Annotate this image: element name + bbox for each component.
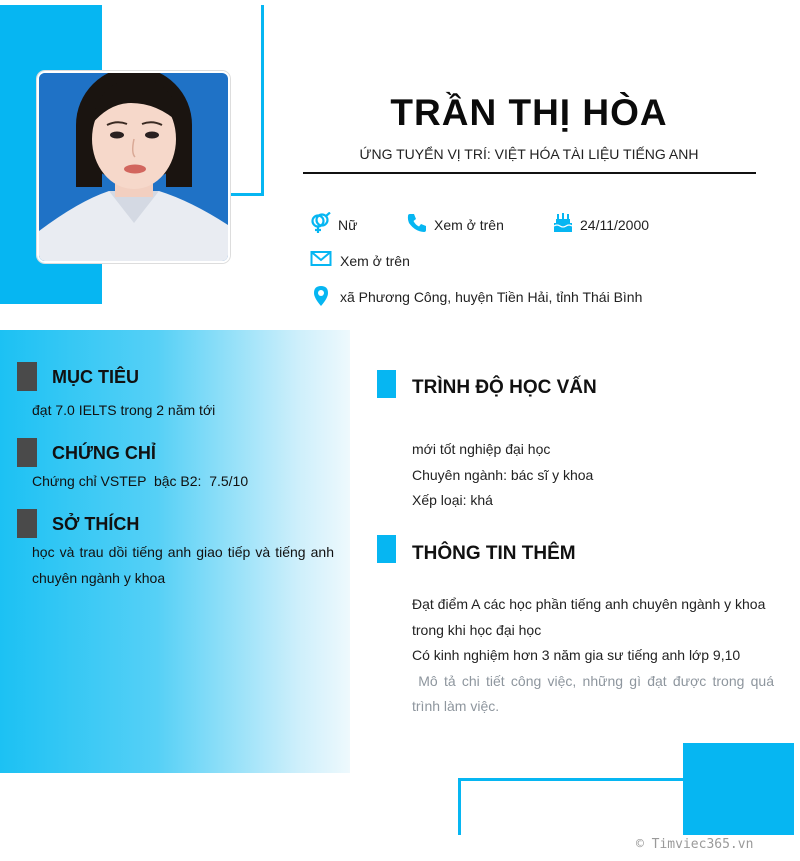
education-line: mới tốt nghiệp đại học [412,441,551,457]
education-line: Chuyên ngành: bác sĩ y khoa [412,466,594,483]
decorative-frame-line [458,778,684,781]
education-details [412,437,593,514]
envelope-icon [310,248,332,275]
phone-icon [406,212,428,239]
extra-info-title: THÔNG TIN THÊM [412,543,576,564]
header-divider [303,172,756,174]
education-title: TRÌNH ĐỘ HỌC VẤN [412,377,597,398]
address-value: xã Phương Công, huyện Tiền Hải, tỉnh Thái Bình [340,289,643,305]
extra-info-line: Có kinh nghiệm hơn 3 năm gia sư tiếng anh lớp 9,10 [412,647,741,663]
candidate-name: TRẦN THỊ HÒA [390,92,668,133]
certificates-text: Chứng chỉ VSTEP bậc B2: 7.5/10 [32,473,249,489]
section-marker [377,370,396,398]
profile-photo [37,71,230,263]
extra-info-details [412,592,774,720]
extra-info-placeholder: trình làm việc. [412,698,500,714]
email-value: Xem ở trên [340,253,410,269]
section-marker [17,438,37,467]
birthday-value: 24/11/2000 [580,217,650,233]
location-pin-icon [310,285,332,312]
cake-icon [552,211,574,238]
phone-value: Xem ở trên [434,217,504,233]
extra-info-line: trong khi học đại học [412,621,542,638]
gender-icon [309,212,331,239]
section-marker [377,535,396,563]
extra-info-placeholder: Mô tả chi tiết công việc, những gì đạt được trong quá [412,672,775,689]
education-line: Xếp loại: khá [412,492,493,508]
certificates-title: CHỨNG CHỈ [52,443,156,463]
decorative-frame-line [261,5,264,196]
gender-value: Nữ [338,217,358,233]
decorative-frame-line [458,778,461,835]
extra-info-line: Đạt điểm A các học phần tiếng anh chuyên ngành y khoa [412,596,766,612]
section-marker [17,509,37,538]
watermark: © Timviec365.vn [636,837,754,852]
hobbies-title: SỞ THÍCH [52,514,140,534]
hobbies-text [32,539,334,591]
hobbies-line: học và trau dồi tiếng anh giao tiếp và tiếng anh [32,544,334,560]
section-marker [17,362,37,391]
hobbies-line: chuyên ngành y khoa [32,570,166,586]
objective-text: đạt 7.0 IELTS trong 2 năm tới [32,402,216,418]
objective-title: MỤC TIÊU [52,367,139,387]
applied-position: ỨNG TUYỂN VỊ TRÍ: VIỆT HÓA TÀI LIỆU TIẾNG ANH [359,146,699,162]
decorative-block-bottom-right [683,743,794,835]
